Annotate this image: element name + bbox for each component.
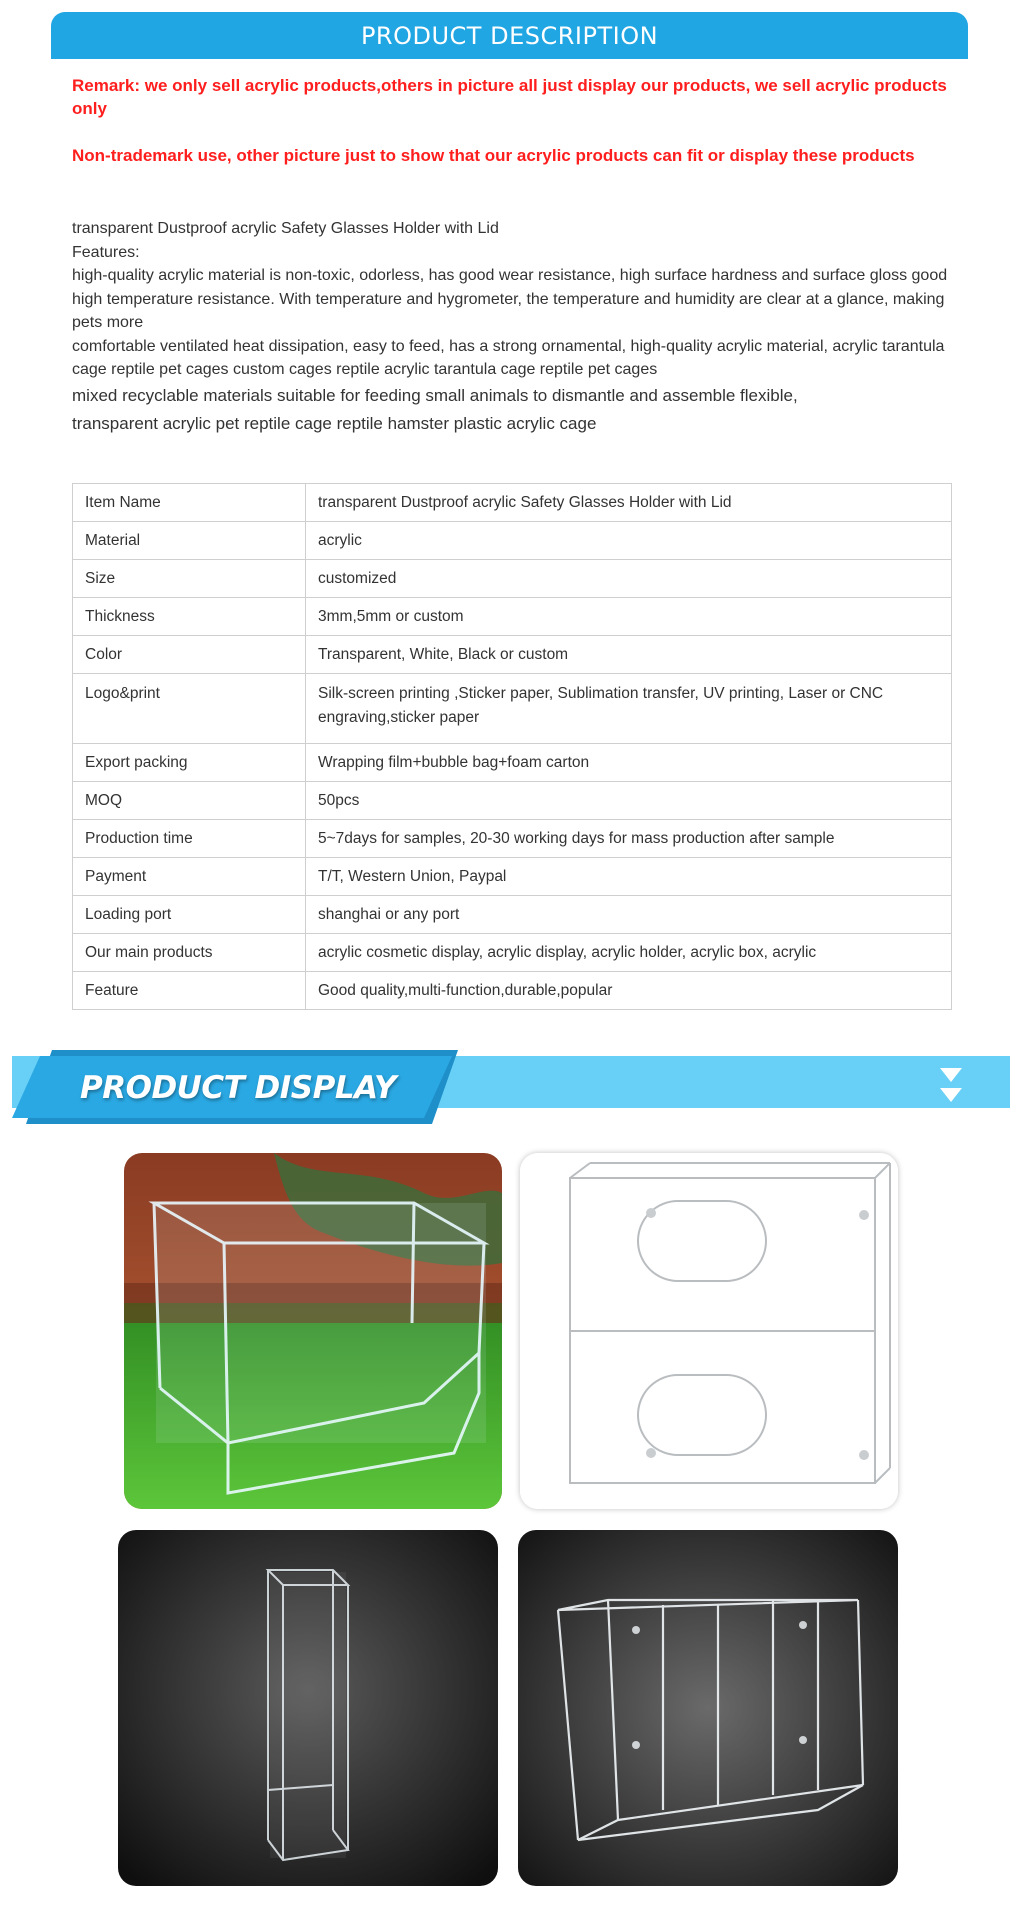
table-row (73, 636, 952, 674)
product-photo-triple-dispenser (518, 1530, 898, 1886)
spec-value: acrylic (306, 522, 952, 560)
product-description-banner (51, 12, 968, 59)
product-display-title: PRODUCT DISPLAY (80, 1070, 396, 1106)
remarks-block (72, 74, 952, 191)
table-row (73, 522, 952, 560)
spec-key: Loading port (73, 896, 306, 934)
product-photo-slim-box (118, 1530, 498, 1886)
spec-value: 3mm,5mm or custom (306, 598, 952, 636)
spec-value: transparent Dustproof acrylic Safety Glasses Holder with Lid (306, 484, 952, 522)
description-paragraph: mixed recyclable materials suitable for feeding small animals to dismantle and assemble flexible, (72, 385, 798, 405)
spec-key: Color (73, 636, 306, 674)
spec-key: Payment (73, 858, 306, 896)
spec-key: Material (73, 522, 306, 560)
description-paragraph: comfortable ventilated heat dissipation, easy to feed, has a strong ornamental, high-quality acrylic material, acrylic tarantula cage reptile pet cages custom cages reptile acrylic tarantula cage reptile pet cages (72, 337, 945, 378)
product-photo-double-dispenser (520, 1153, 898, 1509)
spec-key: Feature (73, 972, 306, 1010)
spec-key: Logo&print (73, 674, 306, 744)
spec-value: acrylic cosmetic display, acrylic display, acrylic holder, acrylic box, acrylic (306, 934, 952, 972)
features-label: Features: (72, 243, 140, 261)
table-row (73, 782, 952, 820)
spec-key: Export packing (73, 744, 306, 782)
spec-value: customized (306, 560, 952, 598)
table-row (73, 484, 952, 522)
table-row (73, 896, 952, 934)
table-row (73, 972, 952, 1010)
spec-key: MOQ (73, 782, 306, 820)
description-paragraph: high-quality acrylic material is non-toxic, odorless, has good wear resistance, high surface hardness and surface gloss good high temperature resistance. With temperature and hygrometer, the temperature and humidity are clear at a glance, making pets more (72, 267, 948, 331)
spec-key: Production time (73, 820, 306, 858)
spec-value: 5~7days for samples, 20-30 working days for mass production after sample (306, 820, 952, 858)
table-row (73, 820, 952, 858)
description-title: transparent Dustproof acrylic Safety Glasses Holder with Lid (72, 220, 499, 237)
product-photo-grass (124, 1153, 502, 1509)
table-row (73, 560, 952, 598)
spec-value: Good quality,multi-function,durable,popular (306, 972, 952, 1010)
table-row (73, 858, 952, 896)
spec-value: shanghai or any port (306, 896, 952, 934)
chevron-down-icon (940, 1068, 962, 1082)
spec-value: Wrapping film+bubble bag+foam carton (306, 744, 952, 782)
spec-value: Silk-screen printing ,Sticker paper, Sublimation transfer, UV printing, Laser or CNC engraving,sticker paper (306, 674, 952, 744)
spec-table (72, 483, 952, 1010)
spec-key: Size (73, 560, 306, 598)
chevron-down-icon (940, 1088, 962, 1102)
spec-key: Our main products (73, 934, 306, 972)
description-block (72, 217, 952, 438)
remark-text: Non-trademark use, other picture just to show that our acrylic products can fit or display these products (72, 146, 915, 165)
table-row (73, 934, 952, 972)
spec-key: Item Name (73, 484, 306, 522)
table-row (73, 744, 952, 782)
spec-value: Transparent, White, Black or custom (306, 636, 952, 674)
spec-value: T/T, Western Union, Paypal (306, 858, 952, 896)
spec-value: 50pcs (306, 782, 952, 820)
table-row (73, 674, 952, 744)
description-paragraph: transparent acrylic pet reptile cage reptile hamster plastic acrylic cage (72, 413, 597, 433)
spec-key: Thickness (73, 598, 306, 636)
banner-title: PRODUCT DESCRIPTION (360, 22, 659, 50)
remark-text: Remark: we only sell acrylic products,others in picture all just display our products, we sell acrylic products only (72, 76, 947, 118)
table-row (73, 598, 952, 636)
